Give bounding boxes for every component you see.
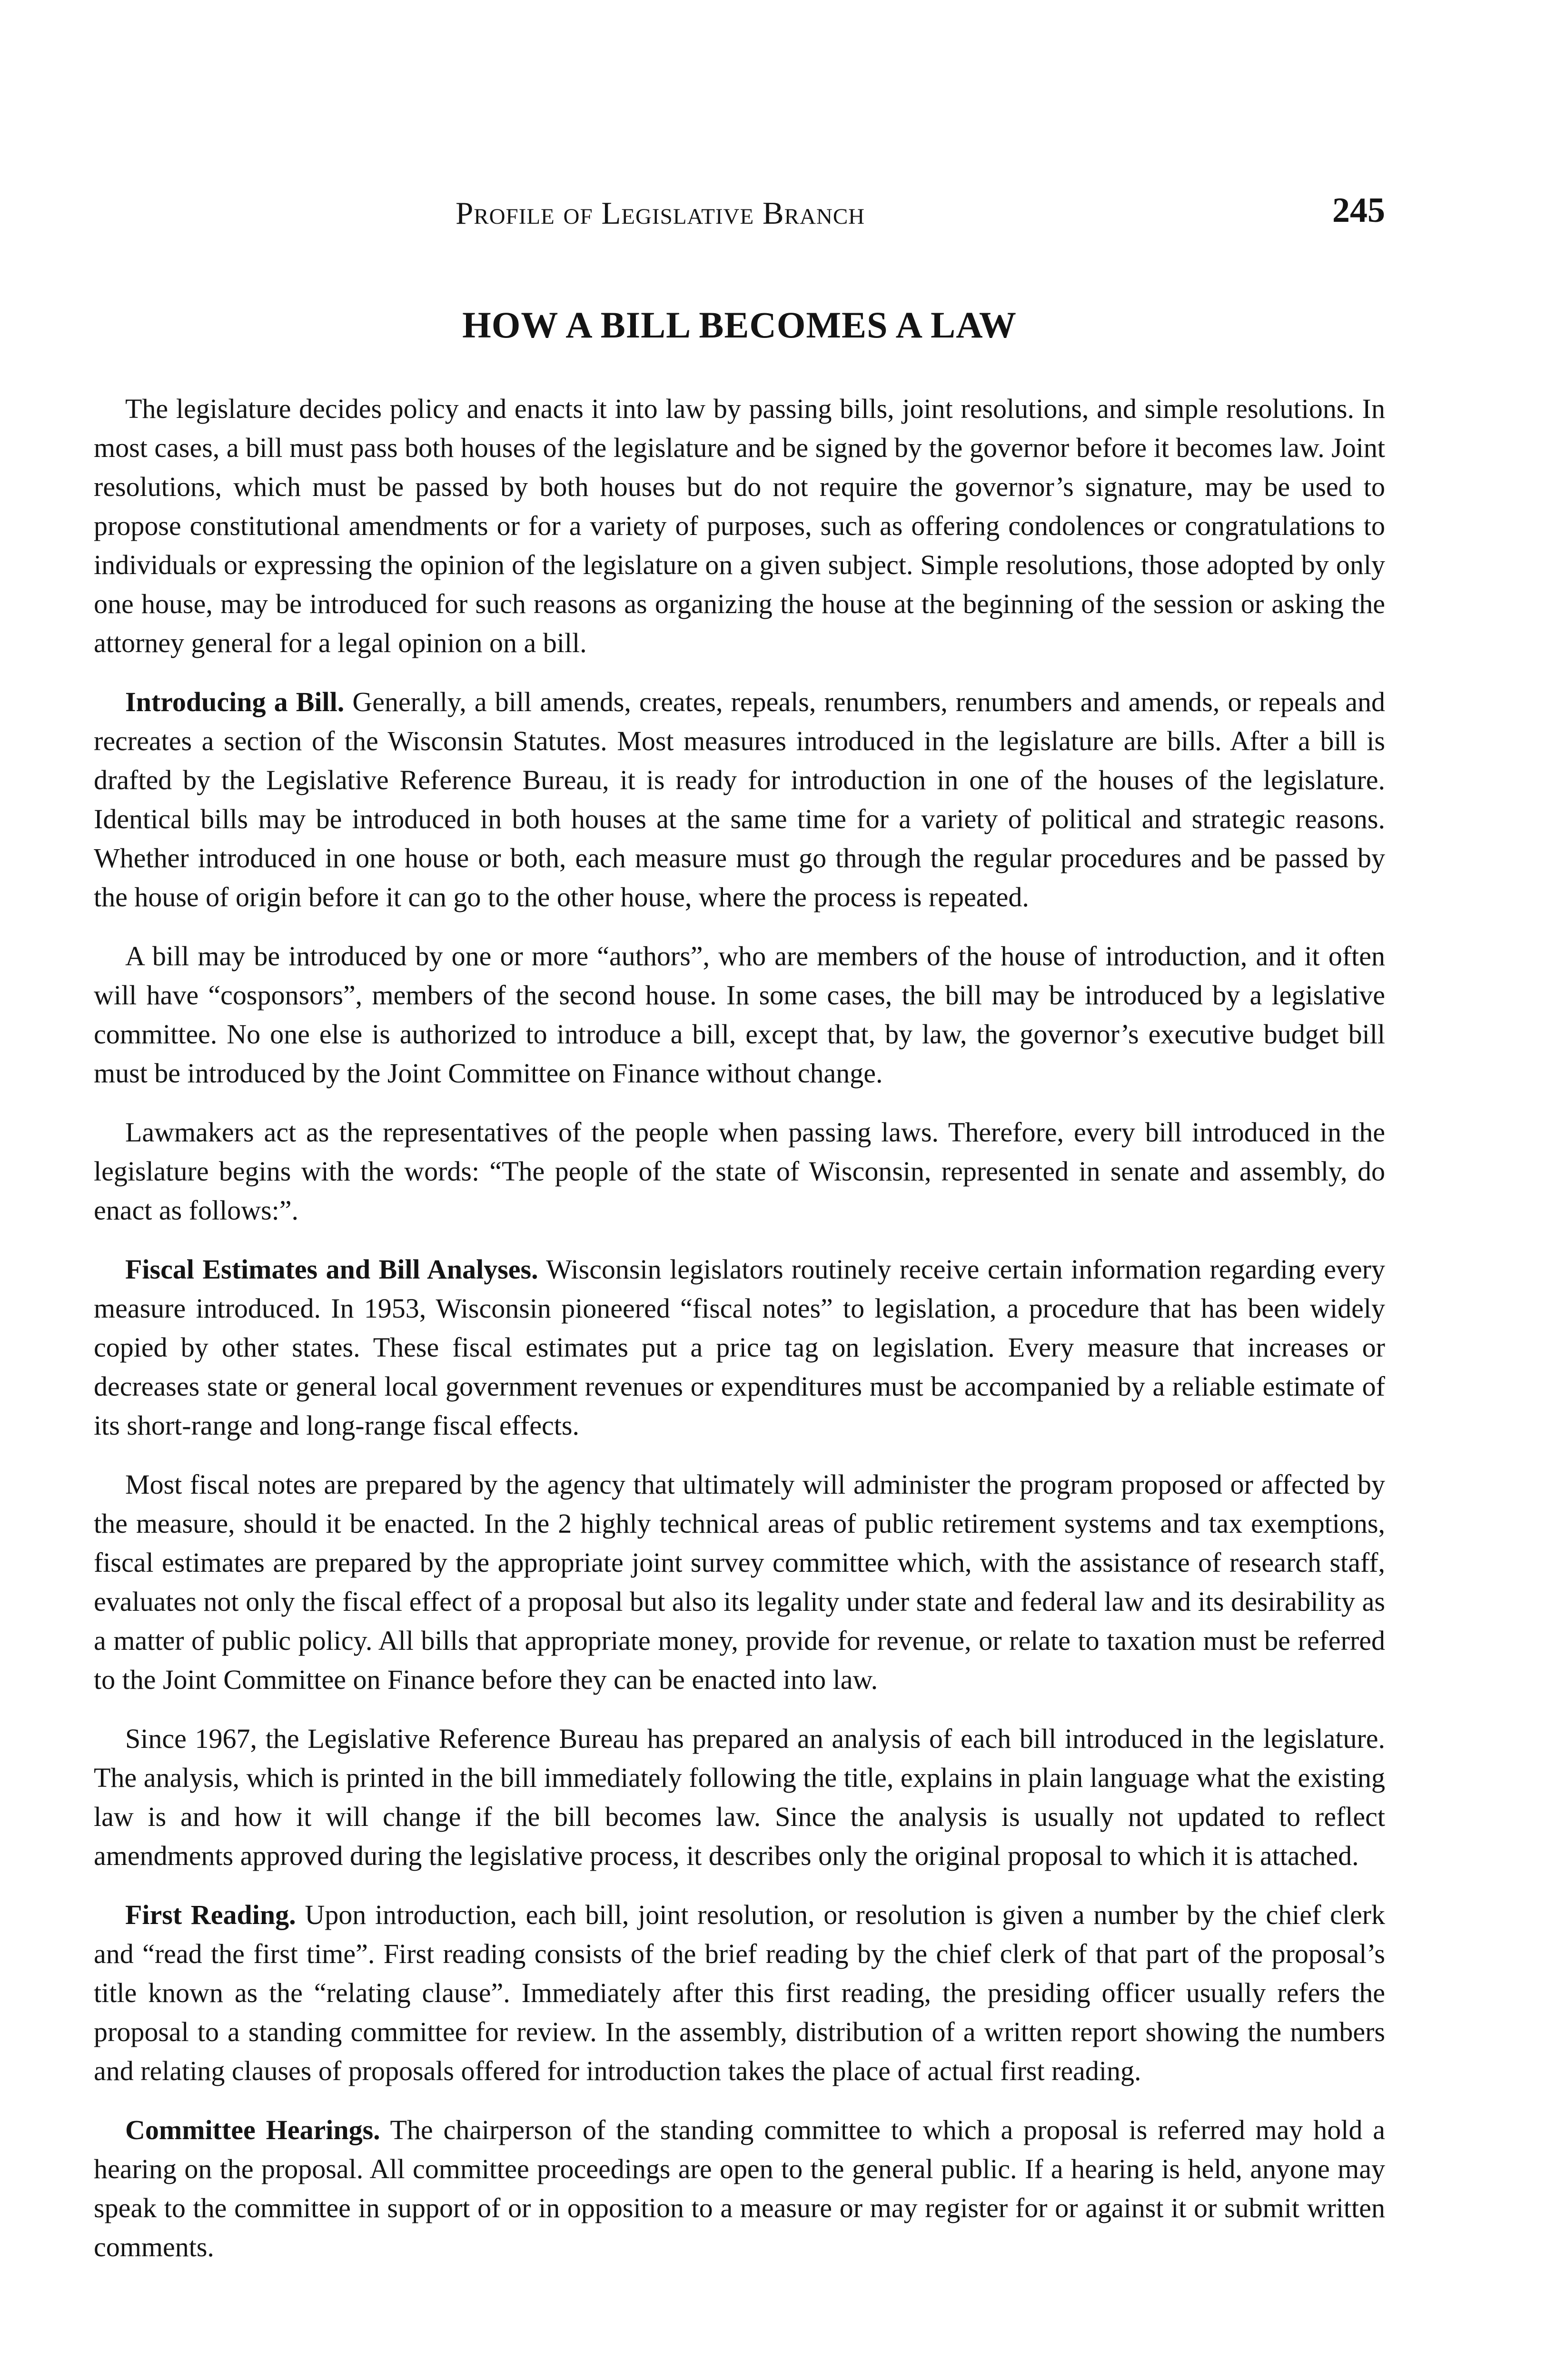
run-in-heading: Fiscal Estimates and Bill Analyses. bbox=[125, 1254, 538, 1285]
paragraph-intro bbox=[94, 389, 1385, 663]
paragraph-text: A bill may be introduced by one or more “authors”, who are members of the house of introduction, and it often will have “cosponsors”, members of the second house. In some cases, the bill may be introduced by a legislative committee. No one else is authorized to introduce a bill, except that, by law, the governor’s executive budget bill must be introduced by the Joint Committee on Finance without change. bbox=[94, 941, 1385, 1089]
section-title: HOW A BILL BECOMES A LAW bbox=[462, 304, 1017, 346]
paragraph-text: Generally, a bill amends, creates, repeals, renumbers, renumbers and amends, or repeals and recreates a section of the Wisconsin Statutes. Most measures introduced in the legislature are bills. After a bill is drafted by the Legislative Reference Bureau, it is ready for introduction in one of the houses of the legislature. Identical bills may be introduced in both houses at the same time for a variety of political and strategic reasons. Whether introduced in one house or both, each measure must go through the regular procedures and be passed by the house of origin before it can go to the other house, where the process is repeated. bbox=[94, 686, 1386, 912]
run-in-heading: Introducing a Bill. bbox=[125, 686, 345, 717]
paragraph-introducing-a-bill bbox=[94, 683, 1385, 917]
run-in-heading: First Reading. bbox=[125, 1899, 296, 1930]
paragraph-fiscal-estimates bbox=[94, 1250, 1385, 1445]
paragraph-committee-hearings bbox=[94, 2111, 1385, 2267]
paragraph-text: Most fiscal notes are prepared by the agency that ultimately will administer the program proposed or affected by the measure, should it be enacted. In the 2 highly technical areas of public retirement systems and tax exemptions, fiscal estimates are prepared by the appropriate joint survey committee which, with the assistance of research staff, evaluates not only the fiscal effect of a proposal but also its legality under state and federal law and its desirability as a matter of public policy. All bills that appropriate money, provide for revenue, or relate to taxation must be referred to the Joint Committee on Finance before they can be enacted into law. bbox=[94, 1469, 1385, 1695]
document-page bbox=[94, 176, 1385, 2287]
paragraph-authors bbox=[94, 937, 1385, 1093]
paragraph-text: Since 1967, the Legislative Reference Bureau has prepared an analysis of each bill introduced in the legislature. The analysis, which is printed in the bill immediately following the title, explains in plain language what the existing law is and how it will change if the bill becomes law. Since the analysis is usually not updated to reflect amendments approved during the legislative process, it describes only the original proposal to which it is attached. bbox=[94, 1723, 1385, 1871]
paragraph-text: Lawmakers act as the representatives of the people when passing laws. Therefore, every bill introduced in the legislature begins with the words: “The people of the state of Wisconsin, represented in senate and assembly, do enact as follows:”. bbox=[94, 1117, 1385, 1226]
page-number: 245 bbox=[1332, 191, 1385, 230]
running-header bbox=[94, 176, 1385, 248]
paragraph-text: The legislature decides policy and enacts it into law by passing bills, joint resolutions, and simple resolutions. In most cases, a bill must pass both houses of the legislature and be signed by the governor before it becomes law. Joint resolutions, which must be passed by both houses but do not require the governor’s signature, may be used to propose constitutional amendments or for a variety of purposes, such as offering condolences or congratulations to individuals or expressing the opinion of the legislature on a given subject. Simple resolutions, those adopted by only one house, may be introduced for such reasons as organizing the house at the beginning of the session or asking the attorney general for a legal opinion on a bill. bbox=[94, 393, 1385, 658]
paragraph-fiscal-notes bbox=[94, 1465, 1385, 1699]
run-in-heading: Committee Hearings. bbox=[125, 2114, 380, 2145]
paragraph-bill-analysis bbox=[94, 1719, 1385, 1875]
paragraph-text: The chairperson of the standing committee to which a proposal is referred may hold a hearing on the proposal. All committee proceedings are open to the general public. If a hearing is held, anyone may speak to the committee in support of or in opposition to a measure or may register for or against it or submit written comments. bbox=[94, 2114, 1385, 2262]
paragraph-text: Wisconsin legislators routinely receive certain information regarding every measure introduced. In 1953, Wisconsin pioneered “fiscal notes” to legislation, a procedure that has been widely copied by other states. These fiscal estimates put a price tag on legislation. Every measure that increases or decreases state or general local government revenues or expenditures must be accompanied by a reliable estimate of its short-range and long-range fiscal effects. bbox=[94, 1254, 1385, 1441]
running-title: Profile of Legislative Branch bbox=[456, 196, 865, 231]
paragraph-enacting-clause bbox=[94, 1113, 1385, 1230]
paragraph-text: Upon introduction, each bill, joint resolution, or resolution is given a number by the chief clerk and “read the first time”. First reading consists of the brief reading by the chief clerk of that part of the proposal’s title known as the “relating clause”. Immediately after this first reading, the presiding officer usually refers the proposal to a standing committee for review. In the assembly, distribution of a written report showing the numbers and relating clauses of proposals offered for introduction takes the place of actual first reading. bbox=[94, 1899, 1386, 2086]
paragraph-first-reading bbox=[94, 1895, 1385, 2091]
